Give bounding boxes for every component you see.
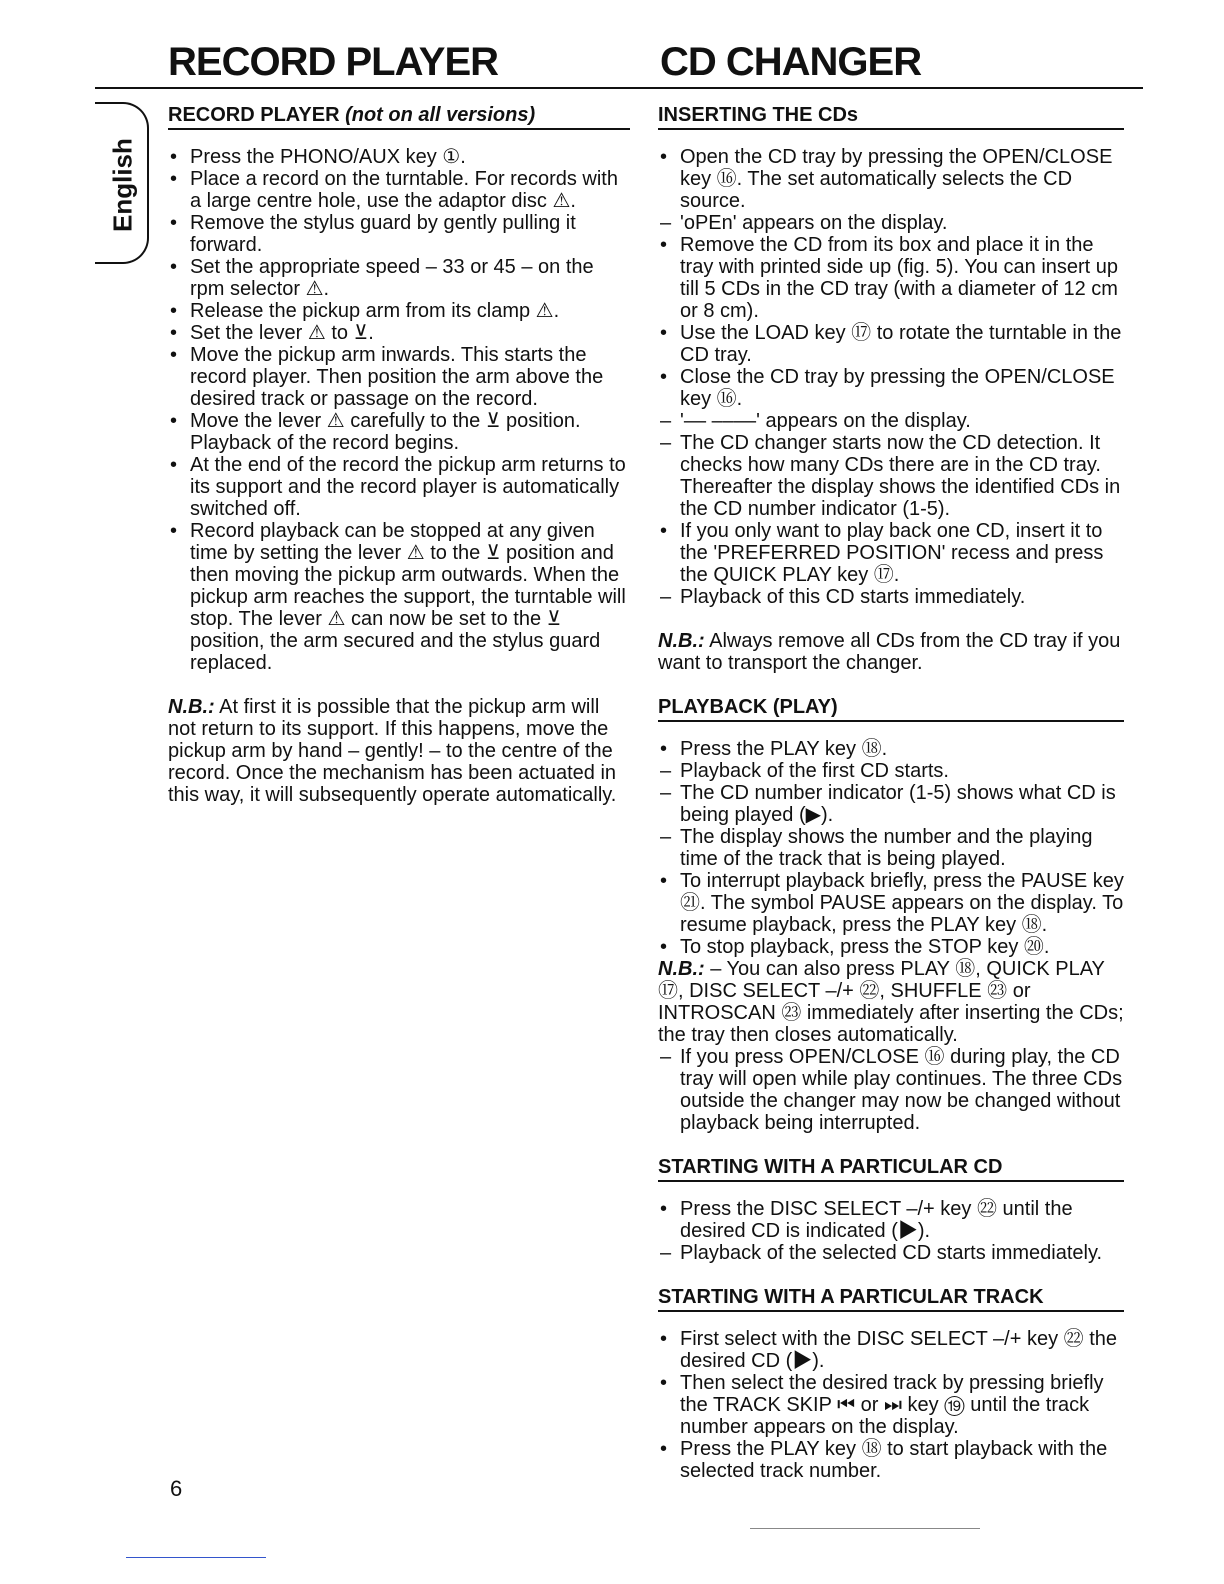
list-item: [658, 410, 1124, 432]
list-item: [168, 256, 630, 300]
header-rule: [95, 87, 1143, 89]
list-item-text: Remove the stylus guard by gently pulling it forward.: [190, 212, 576, 256]
list-item-text: Set the lever ⚠ to ⊻.: [190, 322, 374, 344]
list-item: [168, 212, 630, 256]
note-label: N.B.:: [658, 630, 705, 652]
record-player-note: [168, 696, 630, 806]
list-marker: •: [170, 212, 178, 234]
note-label: N.B.:: [168, 696, 215, 718]
list-item: [658, 586, 1124, 608]
list-item-text: Press the PLAY key ⑱.: [680, 738, 888, 760]
section-heading-inserting: INSERTING THE CDs: [658, 104, 1124, 130]
list-item-text: If you press OPEN/CLOSE ⑯ during play, the CD tray will open while play continues. The three CDs outside the changer may now be changed without playback being interrupted.: [680, 1046, 1123, 1134]
list-item-text: The display shows the number and the playing time of the track that is being played.: [680, 826, 1093, 870]
list-marker: •: [660, 1198, 668, 1220]
list-marker: •: [660, 1372, 668, 1394]
list-item: [658, 1438, 1124, 1482]
start-track-steps: [658, 1328, 1124, 1482]
list-item: [168, 344, 630, 410]
list-marker: •: [660, 870, 668, 892]
list-item-text: Press the PHONO/AUX key ①.: [190, 146, 466, 168]
list-item-text: Press the PLAY key ⑱ to start playback with the selected track number.: [680, 1438, 1108, 1482]
list-item: [658, 432, 1124, 520]
list-item: [658, 1198, 1124, 1242]
list-marker: •: [660, 1328, 668, 1350]
playback-extra-steps: [658, 1046, 1124, 1134]
list-marker: –: [660, 410, 672, 432]
list-item: [168, 168, 630, 212]
list-item: [658, 146, 1124, 212]
list-item: [658, 782, 1124, 826]
list-marker: •: [170, 256, 178, 278]
list-marker: •: [170, 410, 178, 432]
left-page-title: RECORD PLAYER: [168, 40, 499, 84]
list-item: [658, 366, 1124, 410]
list-item-text: Press the DISC SELECT –/+ key ㉒ until the desired CD is indicated (▶).: [680, 1198, 1073, 1242]
list-item-text: The CD changer starts now the CD detection. It checks how many CDs there are in the CD tray. Thereafter the display shows the identified CDs in the CD number indicator (1-5).: [680, 432, 1121, 520]
list-marker: •: [660, 366, 668, 388]
list-item-text: Close the CD tray by pressing the OPEN/CLOSE key ⑯.: [680, 366, 1115, 410]
list-item: [658, 870, 1124, 936]
list-item-text: Move the pickup arm inwards. This starts the record player. Then position the arm above the desired track or passage on the record.: [190, 344, 604, 410]
note-label: N.B.:: [658, 958, 705, 980]
list-marker: •: [170, 520, 178, 542]
list-marker: –: [660, 1046, 672, 1068]
list-marker: •: [660, 146, 668, 168]
list-item-text: Then select the desired track by pressing briefly the TRACK SKIP ⏮ or ⏭ key ⑲ until the track number appears on the display.: [680, 1372, 1104, 1438]
list-marker: •: [660, 1438, 668, 1460]
list-item-text: At the end of the record the pickup arm returns to its support and the record player is automatically switched off.: [190, 454, 626, 520]
note-text: At first it is possible that the pickup arm will not return to its support. If this happens, move the pickup arm by hand – gently! – to the centre of the record. Once the mechanism has been actuated in this way, it will subsequently operate automatically.: [168, 696, 617, 806]
list-item: [658, 1046, 1124, 1134]
list-marker: –: [660, 760, 672, 782]
list-item-text: First select with the DISC SELECT –/+ key ㉒ the desired CD (▶).: [680, 1328, 1118, 1372]
list-item: [168, 322, 630, 344]
list-marker: •: [170, 168, 178, 190]
list-item: [658, 760, 1124, 782]
list-marker: –: [660, 1242, 672, 1264]
section-heading-record-player: [168, 104, 630, 130]
list-item-text: Record playback can be stopped at any given time by setting the lever ⚠ to the ⊻ position and then moving the pickup arm outwards. When the pickup arm reaches the support, the turntable will stop. The lever ⚠ can now be set to the ⊻ position, the arm secured and the stylus guard replaced.: [190, 520, 626, 674]
list-item: [658, 1372, 1124, 1438]
playback-note: [658, 958, 1124, 1046]
list-marker: –: [660, 782, 672, 804]
list-item-text: If you only want to play back one CD, insert it to the 'PREFERRED POSITION' recess and press the QUICK PLAY key ⑰.: [680, 520, 1104, 586]
list-item-text: 'oPEn' appears on the display.: [680, 212, 948, 234]
section-heading-playback: PLAYBACK (PLAY): [658, 696, 1124, 722]
footer-rule: [126, 1557, 266, 1558]
list-item-text: To stop playback, press the STOP key ⑳.: [680, 936, 1050, 958]
list-marker: •: [170, 300, 178, 322]
list-marker: •: [660, 520, 668, 542]
list-marker: •: [170, 344, 178, 366]
list-marker: •: [170, 146, 178, 168]
page-number: 6: [170, 1476, 183, 1501]
list-item: [658, 322, 1124, 366]
list-item-text: The CD number indicator (1-5) shows what CD is being played (▶).: [680, 782, 1116, 826]
list-item: [168, 520, 630, 674]
list-item-text: Open the CD tray by pressing the OPEN/CLOSE key ⑯. The set automatically selects the CD source.: [680, 146, 1113, 212]
section-heading-start-cd: STARTING WITH A PARTICULAR CD: [658, 1156, 1124, 1182]
list-item: [658, 234, 1124, 322]
list-marker: •: [170, 322, 178, 344]
list-item: [168, 146, 630, 168]
list-item: [658, 738, 1124, 760]
list-item-text: Release the pickup arm from its clamp ⚠.: [190, 300, 560, 322]
list-marker: –: [660, 586, 672, 608]
list-marker: •: [170, 454, 178, 476]
language-tab-label: English: [107, 138, 138, 232]
list-item: [168, 300, 630, 322]
list-marker: •: [660, 936, 668, 958]
list-item-text: Playback of the first CD starts.: [680, 760, 949, 782]
list-item-text: Playback of the selected CD starts immediately.: [680, 1242, 1103, 1264]
start-cd-steps: [658, 1198, 1124, 1264]
cd-changer-column: [658, 104, 1124, 1482]
record-player-steps: [168, 146, 630, 674]
list-item-text: Place a record on the turntable. For records with a large centre hole, use the adaptor disc ⚠.: [190, 168, 618, 212]
list-item-text: Use the LOAD key ⑰ to rotate the turntable in the CD tray.: [680, 322, 1122, 366]
list-item: [658, 936, 1124, 958]
list-item-text: Playback of this CD starts immediately.: [680, 586, 1026, 608]
list-marker: –: [660, 826, 672, 848]
list-item: [168, 454, 630, 520]
list-marker: •: [660, 322, 668, 344]
heading-note: (not on all versions): [345, 104, 536, 126]
heading-main: RECORD PLAYER: [168, 104, 340, 126]
list-item: [658, 826, 1124, 870]
list-marker: –: [660, 432, 672, 454]
list-marker: •: [660, 234, 668, 256]
list-item: [658, 212, 1124, 234]
record-player-column: [168, 104, 630, 806]
inserting-note: [658, 630, 1124, 674]
list-item-text: Remove the CD from its box and place it in the tray with printed side up (fig. 5). You can insert up till 5 CDs in the CD tray (with a diameter of 12 cm or 8 cm).: [680, 234, 1119, 322]
list-item: [658, 520, 1124, 586]
list-marker: –: [660, 212, 672, 234]
list-item-text: '–– ––––' appears on the display.: [680, 410, 971, 432]
section-heading-start-track: STARTING WITH A PARTICULAR TRACK: [658, 1286, 1124, 1312]
right-page-title: CD CHANGER: [660, 40, 922, 84]
list-item-text: Move the lever ⚠ carefully to the ⊻ position. Playback of the record begins.: [190, 410, 581, 454]
note-text: Always remove all CDs from the CD tray if you want to transport the changer.: [658, 630, 1121, 674]
inserting-steps: [658, 146, 1124, 608]
footer-dash: [750, 1528, 980, 1529]
playback-steps: [658, 738, 1124, 958]
note-text: – You can also press PLAY ⑱, QUICK PLAY ⑰, DISC SELECT –/+ ㉒, SHUFFLE ㉓ or INTROSCAN ㉓ immediately after inserting the CDs; the tray then closes automatically.: [658, 958, 1124, 1046]
list-marker: •: [660, 738, 668, 760]
list-item: [168, 410, 630, 454]
list-item-text: Set the appropriate speed – 33 or 45 – on the rpm selector ⚠.: [190, 256, 594, 300]
list-item-text: To interrupt playback briefly, press the PAUSE key ㉑. The symbol PAUSE appears on the display. To resume playback, press the PLAY key ⑱.: [680, 870, 1124, 936]
list-item: [658, 1328, 1124, 1372]
list-item: [658, 1242, 1124, 1264]
